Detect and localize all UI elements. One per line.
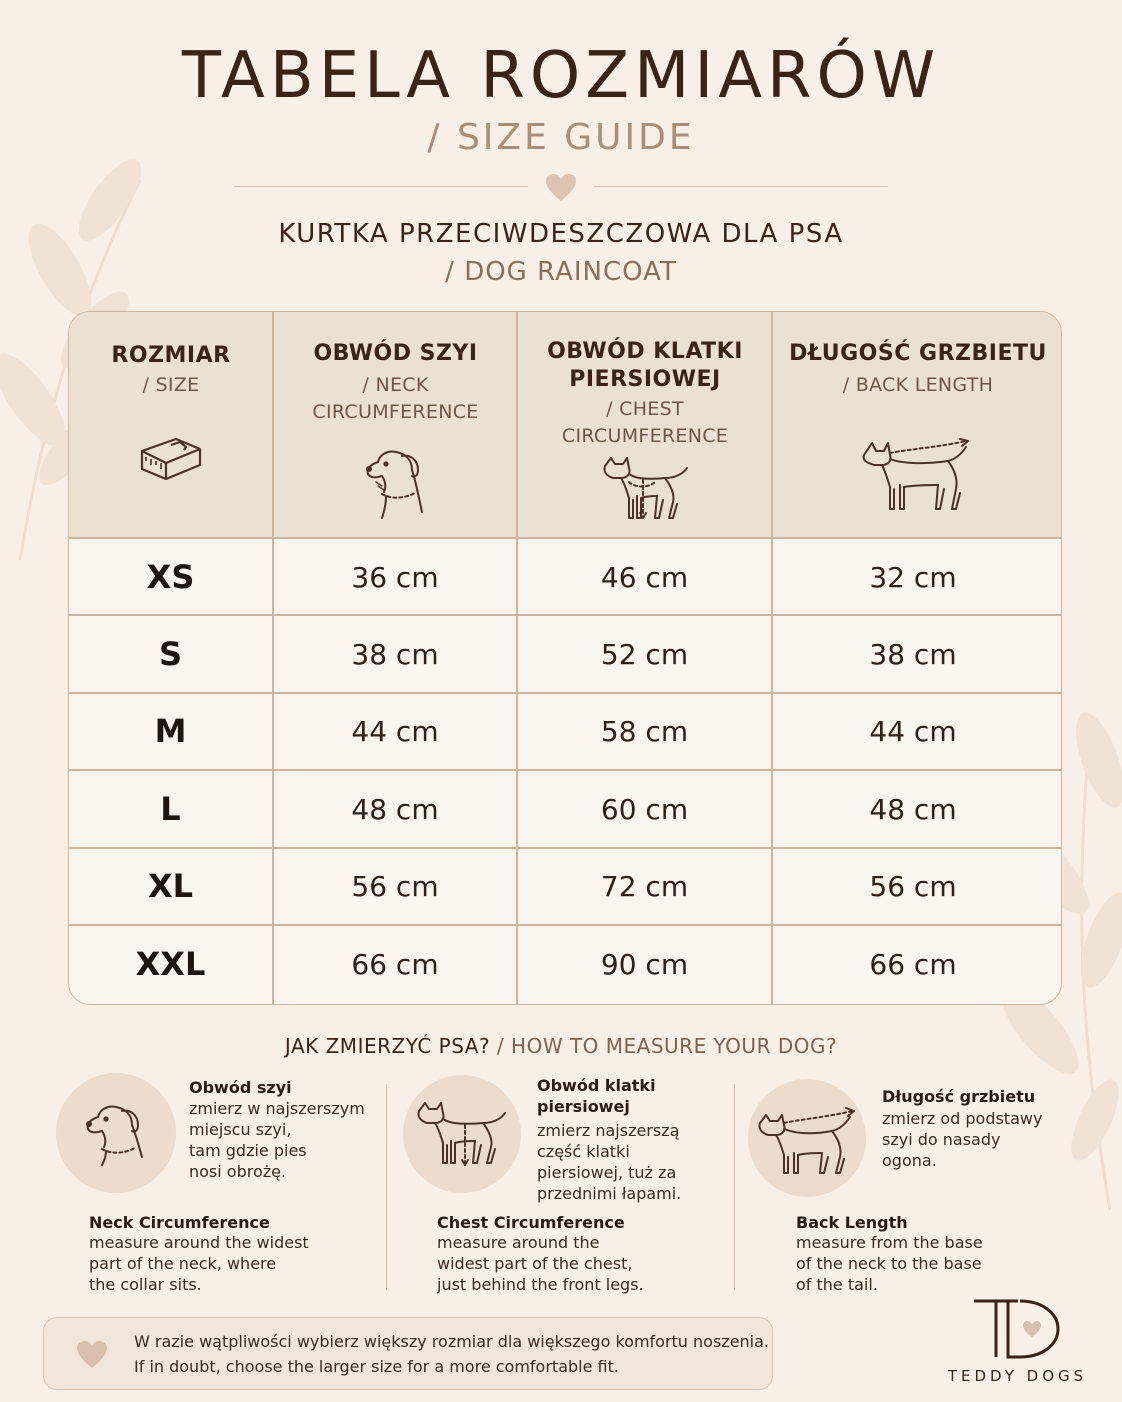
back-cell: 38 cm [869,638,957,671]
size-cell: XL [147,867,194,905]
column-header-chest [518,312,772,528]
tip-box [43,1317,773,1390]
text-line: widest part of the chest, [437,1254,633,1273]
chest-cell: 52 cm [600,638,689,671]
product-name-pl: KURTKA PRZECIWDESZCZOWA DLA PSA [278,219,844,249]
text-line: część klatki [537,1142,630,1161]
back-text-en [796,1232,983,1295]
neck-cell: 38 cm [351,638,439,671]
howto-title [0,1032,1122,1060]
back-cell: 48 cm [869,793,957,826]
title-line: piersiowej [537,1097,630,1116]
size-cell: L [160,790,181,828]
column-title: OBWÓD KLATKI [547,339,743,364]
text-line: measure around the [437,1233,600,1252]
column-subtitle: / NECK [362,374,429,396]
text-line: nosi obrożę. [189,1162,287,1181]
text-line: measure from the base [796,1233,983,1252]
back-text-pl [882,1108,1042,1171]
heart-icon [546,174,576,202]
dog-neck-icon [356,442,436,522]
back-title-en: Back Length [796,1213,908,1232]
neck-cell: 36 cm [351,561,439,594]
text-line: szyi do nasady [882,1130,1001,1149]
text-line: ogona. [882,1151,937,1170]
tip-text-pl: W razie wątpliwości wybierz większy rozmiar dla większego komfortu noszenia. [134,1332,770,1351]
brand-logo-icon [972,1297,1064,1361]
back-cell: 44 cm [869,715,957,748]
text-line: zmierz najszerszą [537,1121,680,1140]
text-line: piersiowej, tuż za [537,1163,677,1182]
product-name-en: / DOG RAINCOAT [445,257,677,287]
tape-measure-icon [138,433,204,483]
howto-title-en: / HOW TO MEASURE YOUR DOG? [490,1034,838,1058]
chest-cell: 58 cm [600,715,689,748]
back-cell: 32 cm [869,561,957,594]
size-cell: XXL [135,945,206,983]
title-line: Obwód klatki [537,1076,656,1095]
neck-title-en: Neck Circumference [89,1213,270,1232]
neck-text-pl [189,1098,365,1182]
dog-chest-icon [403,1075,521,1193]
column-header-back [773,312,1062,525]
chest-illustration [403,1075,521,1193]
size-table [68,311,1062,1005]
neck-text-en [89,1232,309,1295]
neck-cell: 44 cm [351,715,439,748]
tip-text-en: If in doubt, choose the larger size for a more comfortable fit. [134,1357,619,1376]
neck-cell: 48 cm [351,793,439,826]
text-line: just behind the front legs. [437,1275,644,1294]
size-cell: M [154,712,187,750]
text-line: zmierz od podstawy [882,1109,1043,1128]
size-cell: XS [146,558,195,596]
column-subtitle: / CHEST [606,398,684,420]
chest-title-pl [537,1075,656,1117]
back-title-pl: Długość grzbietu [882,1087,1036,1106]
column-separator [734,1084,735,1290]
column-subtitle: / SIZE [142,374,200,396]
column-header-size [69,312,273,487]
text-line: part of the neck, where [89,1254,277,1273]
chest-text-pl [537,1120,681,1204]
text-line: measure around the widest [89,1233,309,1252]
column-title: DŁUGOŚĆ GRZBIETU [789,341,1047,366]
column-title: OBWÓD SZYI [313,341,478,366]
neck-cell: 56 cm [351,870,439,903]
chest-cell: 90 cm [600,948,689,981]
column-title: ROZMIAR [111,343,231,368]
column-separator [386,1084,387,1290]
back-cell: 56 cm [869,870,957,903]
divider-right [594,186,888,187]
dog-back-icon [748,1079,866,1197]
text-line: of the neck to the base [796,1254,982,1273]
text-line: miejscu szyi, [189,1120,292,1139]
back-illustration [748,1079,866,1197]
heart-icon [77,1341,107,1369]
text-line: zmierz w najszerszym [189,1099,365,1118]
chest-cell: 46 cm [600,561,689,594]
page-title: TABELA ROZMIARÓW [181,39,941,113]
neck-title-pl: Obwód szyi [189,1078,292,1097]
chest-text-en [437,1232,644,1295]
column-title: PIERSIOWEJ [569,367,721,392]
text-line: the collar sits. [89,1275,202,1294]
text-line: of the tail. [796,1275,878,1294]
divider-left [234,186,528,187]
chest-title-en: Chest Circumference [437,1213,625,1232]
column-subtitle: CIRCUMFERENCE [561,425,729,447]
back-cell: 66 cm [869,948,957,981]
howto-title-pl: JAK ZMIERZYĆ PSA? [284,1034,491,1058]
chest-cell: 60 cm [600,793,689,826]
dog-back-icon [860,437,976,521]
column-subtitle: CIRCUMFERENCE [312,401,479,423]
column-header-neck [274,312,517,526]
dog-neck-icon [56,1073,176,1193]
column-subtitle: / BACK LENGTH [842,374,994,396]
dog-chest-icon [595,452,695,524]
page-subtitle: / SIZE GUIDE [427,117,695,158]
neck-cell: 66 cm [351,948,439,981]
size-cell: S [158,635,183,673]
brand-name: TEDDY DOGS [947,1367,1088,1385]
neck-illustration [56,1073,176,1193]
chest-cell: 72 cm [600,870,689,903]
text-line: tam gdzie pies [189,1141,307,1160]
text-line: przednimi łapami. [537,1184,682,1203]
